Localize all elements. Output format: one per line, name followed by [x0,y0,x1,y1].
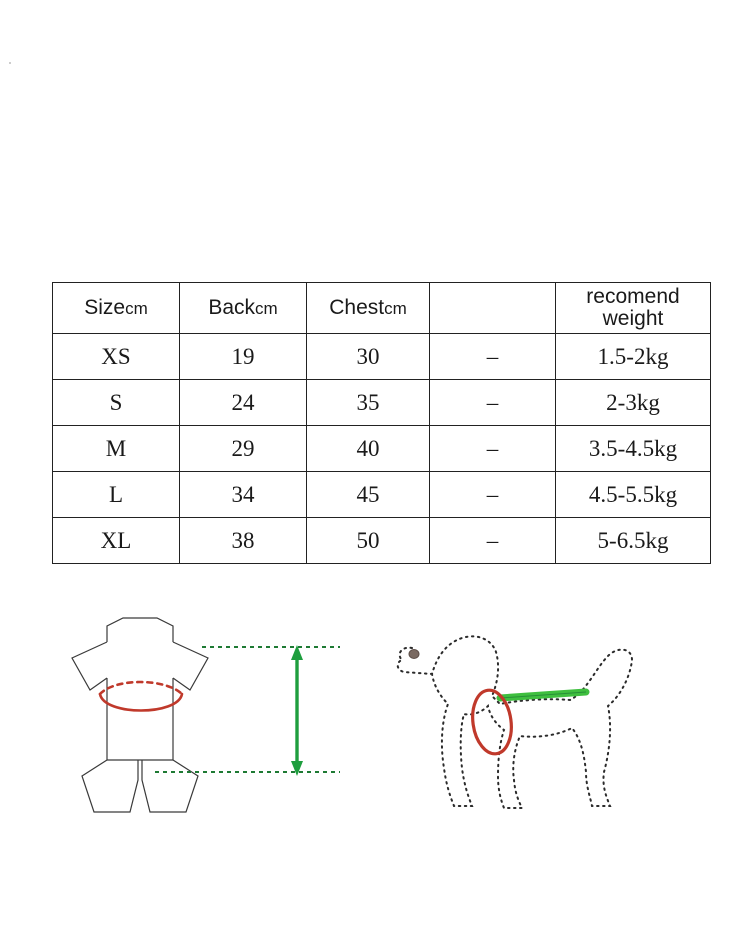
cell-size: XS [53,334,180,380]
shirt-outline [72,618,208,812]
table-row [53,518,711,564]
column-header-size-text: Size [84,296,126,319]
column-header-chest [307,283,430,334]
cell-dash: – [430,472,556,518]
cell-size: L [53,472,180,518]
column-header-size [53,283,180,334]
dog-measurement-diagram [380,600,700,860]
table-body [53,334,711,564]
dog-outline [398,636,632,808]
cell-weight: 4.5-5.5kg [556,472,711,518]
column-header-weight-line1: recomend [586,284,680,308]
cell-chest: 30 [307,334,430,380]
column-header-back-unit: cm [255,299,278,318]
column-header-chest-text: Chest [329,296,385,319]
cell-back: 19 [180,334,307,380]
cell-dash: – [430,380,556,426]
cell-weight: 3.5-4.5kg [556,426,711,472]
diagram-area [0,580,750,880]
cell-chest: 40 [307,426,430,472]
chest-solid-arc [100,694,182,711]
cell-size: S [53,380,180,426]
cell-chest: 45 [307,472,430,518]
column-header-weight [556,283,711,334]
cell-chest: 50 [307,518,430,564]
table-row [53,380,711,426]
cell-size: XL [53,518,180,564]
column-header-blank [430,283,556,334]
column-header-back-text: Back [208,296,255,319]
dog-eye [409,650,419,659]
cell-back: 34 [180,472,307,518]
cell-back: 24 [180,380,307,426]
cell-chest: 35 [307,380,430,426]
chest-dotted-arc [100,682,182,694]
table-header-row [53,283,711,334]
table-row [53,334,711,380]
cell-dash: – [430,334,556,380]
cell-weight: 2-3kg [556,380,711,426]
back-length-arrow [291,645,303,776]
cell-dash: – [430,518,556,564]
table-header [53,283,711,334]
stray-dot [9,62,11,64]
cell-dash: – [430,426,556,472]
size-chart-table [52,282,711,564]
table-row [53,472,711,518]
table-row [53,426,711,472]
column-header-weight-line2: weight [602,307,664,330]
cell-size: M [53,426,180,472]
shirt-measurement-diagram [60,600,350,860]
column-header-back [180,283,307,334]
cell-back: 38 [180,518,307,564]
size-chart-container [52,282,695,564]
cell-weight: 5-6.5kg [556,518,711,564]
cell-weight: 1.5-2kg [556,334,711,380]
cell-back: 29 [180,426,307,472]
column-header-chest-unit: cm [384,299,407,318]
column-header-size-unit: cm [125,299,148,318]
